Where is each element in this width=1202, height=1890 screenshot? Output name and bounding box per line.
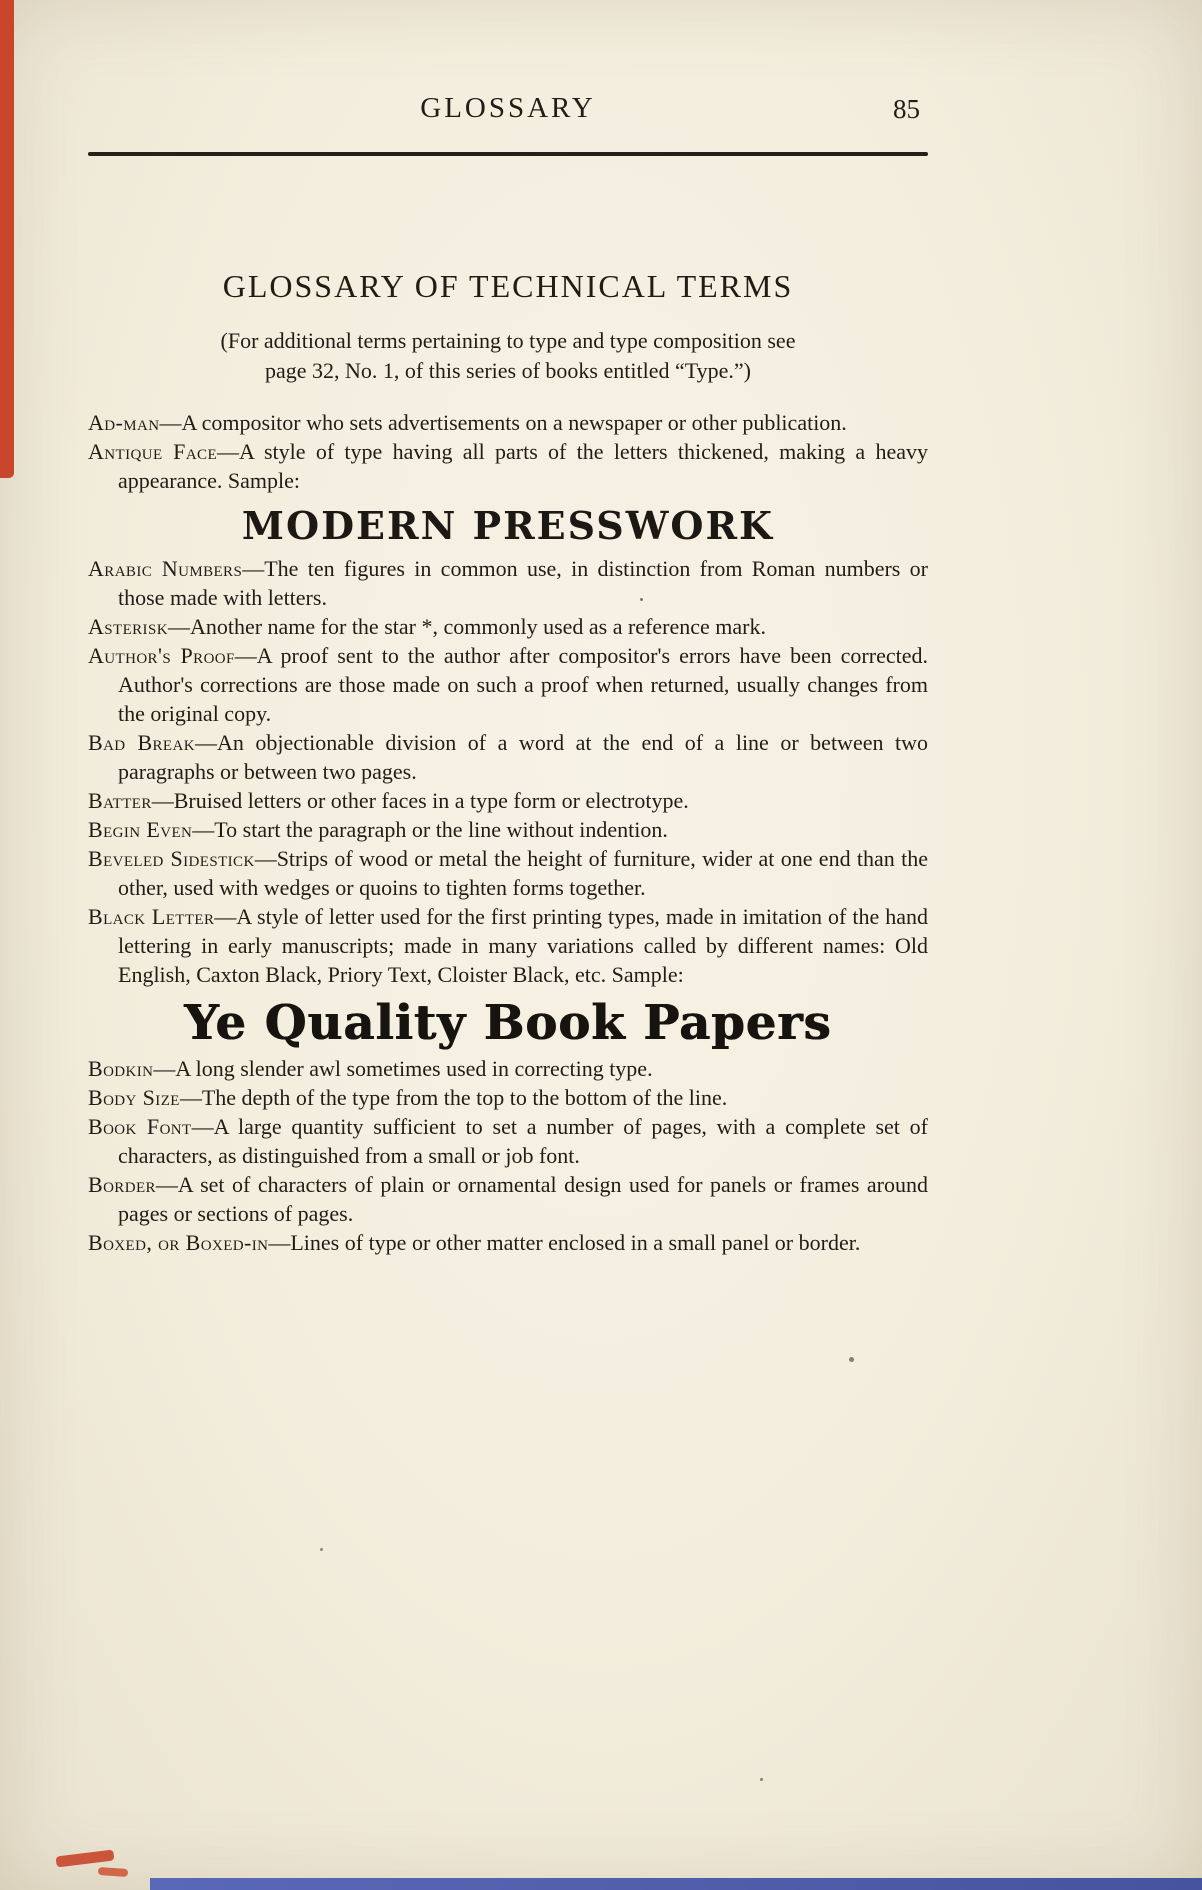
entry-term: Batter — [88, 788, 152, 814]
glossary-entry — [88, 786, 928, 815]
entry-term: Ad-man — [88, 410, 160, 436]
entry-term: Book Font — [88, 1114, 192, 1140]
intro-note-line1: (For additional terms pertaining to type and type composition see — [220, 328, 796, 354]
scan-artifact-red-speck — [56, 1850, 115, 1868]
page-title: GLOSSARY OF TECHNICAL TERMS — [222, 268, 794, 304]
glossary-entry — [88, 1112, 928, 1170]
glossary-entry — [88, 437, 928, 495]
glossary-entry — [88, 408, 928, 437]
entry-definition: —A compositor who sets advertisements on a newspaper or other publication. — [159, 410, 847, 436]
scan-artifact-red-strip — [0, 0, 14, 478]
entry-term: Black Letter — [88, 904, 215, 930]
glossary-entries — [88, 408, 928, 1257]
entry-definition: —The ten figures in common use, in distinction from Roman numbers or those made with letters. — [118, 556, 928, 611]
entry-definition: —An objectionable division of a word at the end of a line or between two paragraphs or between two pages. — [118, 730, 928, 785]
page-number: 85 — [893, 94, 920, 124]
page-header — [88, 92, 928, 138]
entry-term: Bad Break — [88, 730, 195, 756]
type-sample-blackletter: Ye Quality Book Papers — [184, 995, 832, 1052]
entry-term: Author's Proof — [88, 643, 235, 669]
scan-artifact-blue-strip — [150, 1878, 1202, 1890]
glossary-entry — [88, 1228, 928, 1257]
entry-term: Bodkin — [88, 1056, 154, 1082]
entry-term: Beveled Sidestick — [88, 846, 255, 872]
glossary-entry — [88, 1054, 928, 1083]
type-sample-antique: MODERN PRESSWORK — [241, 503, 775, 549]
entry-definition: —A proof sent to the author after compositor's errors have been corrected. Author's corrections are those made on such a proof when returned, usually changes from the original copy. — [118, 643, 928, 727]
intro-note-line2: page 32, No. 1, of this series of books entitled “Type.”) — [264, 358, 751, 384]
entry-term: Begin Even — [88, 817, 193, 843]
page-content — [88, 0, 928, 1257]
glossary-entry — [88, 844, 928, 902]
entry-definition: —To start the paragraph or the line without indention. — [192, 817, 668, 843]
entry-term: Asterisk — [88, 614, 168, 640]
entry-definition: —A style of letter used for the first printing types, made in imitation of the hand lettering in early manuscripts; made in many variations called by different names: Old English, Caxton Black, Priory Text, Cloister Black, etc. Sample: — [118, 904, 928, 988]
entry-term: Boxed, or Boxed-in — [88, 1230, 269, 1256]
glossary-entry — [88, 1170, 928, 1228]
entry-definition: —The depth of the type from the top to the bottom of the line. — [179, 1085, 728, 1111]
header-rule — [88, 152, 928, 156]
glossary-entry — [88, 1083, 928, 1112]
glossary-entry — [88, 815, 928, 844]
entry-definition: —Bruised letters or other faces in a type form or electrotype. — [151, 788, 689, 814]
glossary-entry — [88, 902, 928, 989]
scan-artifact-red-speck — [98, 1867, 128, 1877]
glossary-entry — [88, 728, 928, 786]
entry-definition: —A long slender awl sometimes used in correcting type. — [153, 1056, 653, 1082]
glossary-entry — [88, 641, 928, 728]
intro-note — [88, 326, 928, 386]
entry-definition: —A style of type having all parts of the letters thickened, making a heavy appearance. Sample: — [118, 439, 928, 494]
entry-definition: —Another name for the star *, commonly used as a reference mark. — [167, 614, 766, 640]
entry-definition: —A set of characters of plain or ornamental design used for panels or frames around pages or sections of pages. — [118, 1172, 928, 1227]
entry-definition: —Lines of type or other matter enclosed in a small panel or border. — [268, 1230, 861, 1256]
glossary-entry — [88, 554, 928, 612]
entry-term: Border — [88, 1172, 156, 1198]
glossary-entry — [88, 612, 928, 641]
entry-term: Arabic Numbers — [88, 556, 243, 582]
entry-term: Antique Face — [88, 439, 218, 465]
running-title: GLOSSARY — [420, 92, 596, 124]
entry-definition: —A large quantity sufficient to set a number of pages, with a complete set of characters, as distinguished from a small or job font. — [118, 1114, 928, 1169]
entry-definition: —Strips of wood or metal the height of furniture, wider at one end than the other, used with wedges or quoins to tighten forms together. — [118, 846, 928, 901]
scan-artifact-ink-speckles — [640, 598, 643, 601]
entry-term: Body Size — [88, 1085, 180, 1111]
